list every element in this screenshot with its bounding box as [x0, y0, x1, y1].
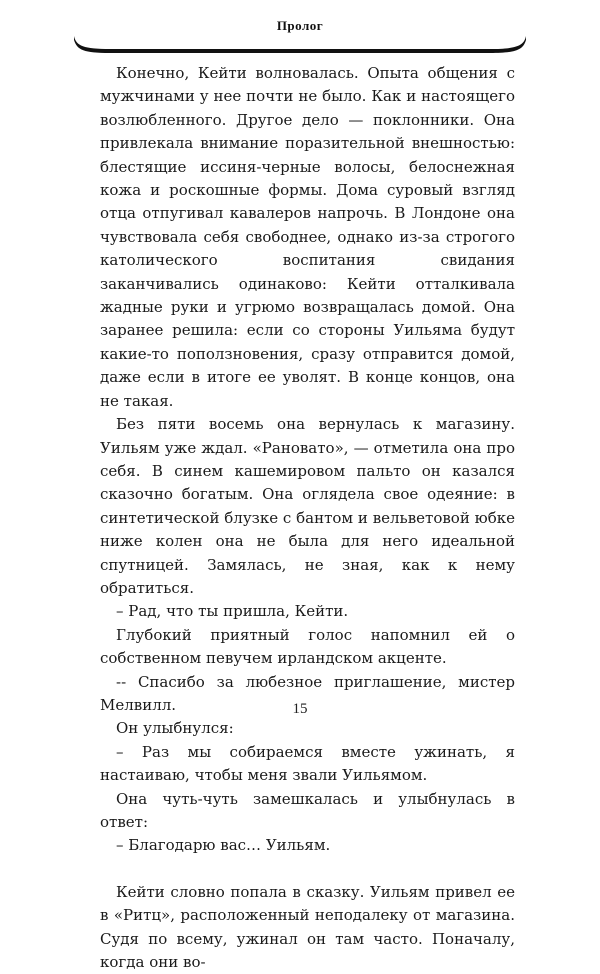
page-number: 15	[292, 701, 308, 717]
page-body	[100, 62, 515, 974]
dialogue-line: -- Спасибо за любезное приглашение, мистер Мелвилл.	[100, 672, 515, 714]
paragraph: Без пяти восемь она вернулась к магазину. Уильям уже ждал. «Рановато», — отметила она про себя. В синем кашемировом пальто он казался сказочно богатым. Она оглядела свое одеяние: в синтетической блузке с бантом и вельветовой юбке ниже колен она не была для него идеальной спутницей. Замялась, не зная, как к нему обратиться.	[100, 415, 515, 597]
header-ornament-rule	[70, 32, 530, 54]
paragraph: Она чуть-чуть замешкалась и улыбнулась в ответ:	[100, 789, 515, 831]
paragraph: Кейти словно попала в сказку. Уильям привел ее в «Ритц», расположенный неподалеку от магазина. Судя по всему, ужинал он там часто. Поначалу, когда они во-	[100, 882, 515, 972]
dialogue-line: – Раз мы собираемся вместе ужинать, я настаиваю, чтобы меня звали Уильямом.	[100, 742, 515, 785]
running-header	[70, 10, 530, 50]
dialogue-line: – Рад, что ты пришла, Кейти.	[116, 602, 349, 621]
paragraph: Глубокий приятный голос напомнил ей о собственном певучем ирландском акценте.	[100, 625, 515, 668]
section-break	[100, 858, 515, 881]
paragraph: Конечно, Кейти волновалась. Опыта общения с мужчинами у нее почти не было. Как и настоящего возлюбленного. Другое дело — поклонники. Она привлекала внимание поразительной внешностью: блестящие иссиня-черные волосы, белоснежная кожа и роскошные формы. Дома суровый взгляд отца отпугивал кавалеров напрочь. В Лондоне она чувствовала себя свободнее, однако из-за строгого католического воспитания свидания заканчивались одинаково: Кейти отталкивала жадные руки и угрюмо возвращалась домой. Она заранее решила: если со стороны Уильяма будут какие-то поползновения, сразу отправится домой, даже если в итоге ее уволят. В конце концов, она не такая.	[100, 64, 515, 410]
running-header-title: Пролог	[276, 18, 324, 33]
dialogue-line: – Благодарю вас… Уильям.	[116, 836, 331, 855]
paragraph: Он улыбнулся:	[116, 719, 234, 738]
